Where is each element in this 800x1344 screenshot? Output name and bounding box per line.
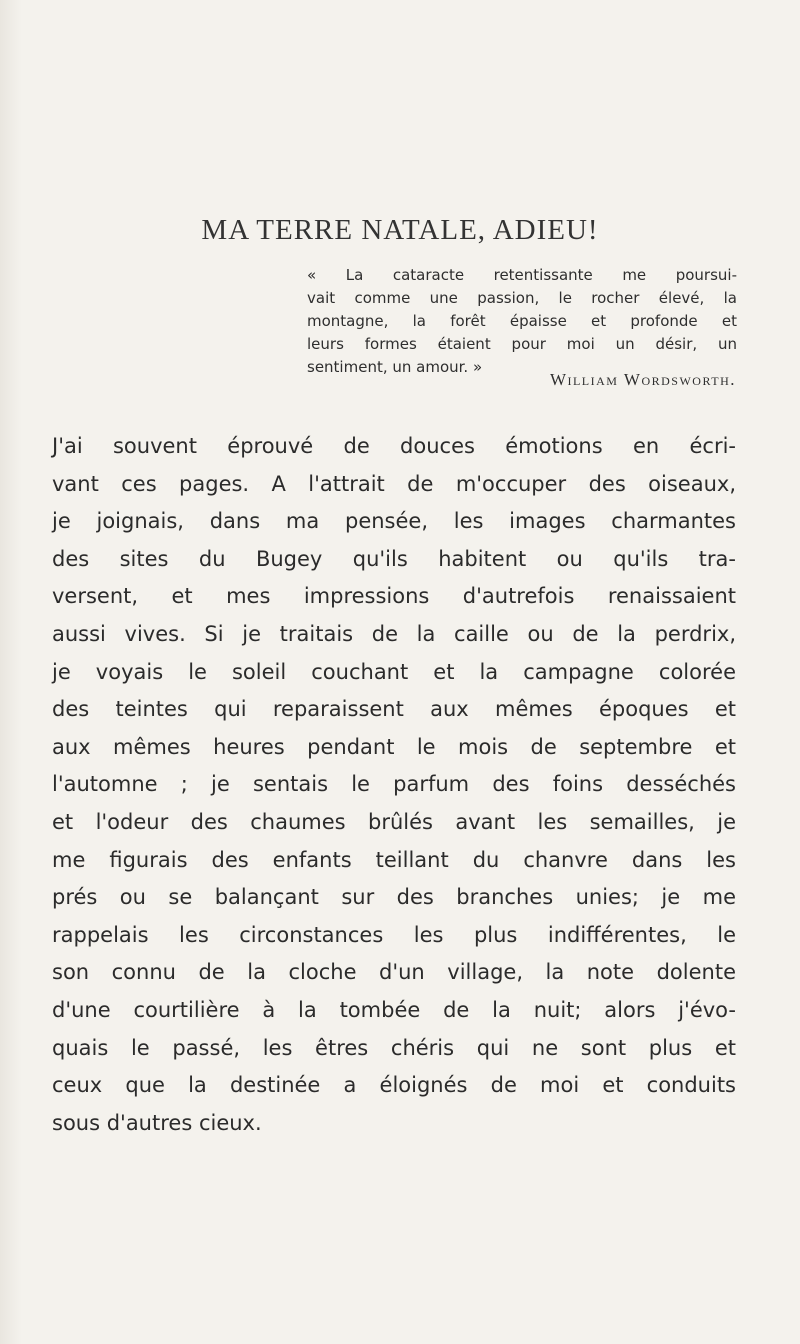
body-line: son connu de la cloche d'un village, la note dolente: [52, 960, 736, 985]
body-line: l'automne ; je sentais le parfum des foins desséchés: [52, 772, 736, 797]
body-line: des teintes qui reparaissent aux mêmes époques et: [52, 697, 736, 722]
epigraph-line: leurs formes étaient pour moi un désir, un: [307, 335, 737, 353]
body-line: J'ai souvent éprouvé de douces émotions en écri-: [52, 434, 736, 458]
body-line: me figurais des enfants teillant du chanvre dans les: [52, 847, 736, 872]
epigraph-attribution: William Wordsworth.: [549, 370, 736, 389]
body-line: rappelais les circonstances les plus indifférentes, le: [52, 922, 736, 947]
body-line: d'une courtilière à la tombée de la nuit; alors j'évo-: [52, 997, 736, 1022]
body-line: sous d'autres cieux.: [52, 1110, 262, 1135]
body-line: prés ou se balançant sur des branches unies; je me: [52, 885, 736, 910]
body-line: aux mêmes heures pendant le mois de septembre et: [52, 734, 736, 759]
body-line: et l'odeur des chaumes brûlés avant les semailles, je: [52, 809, 736, 834]
body-line: vant ces pages. A l'attrait de m'occuper des oiseaux,: [52, 471, 736, 496]
body-line: je joignais, dans ma pensée, les images charmantes: [52, 509, 736, 534]
epigraph-line: vait comme une passion, le rocher élevé, la: [307, 289, 737, 307]
epigraph-line: « La cataracte retentissante me poursui-: [307, 266, 737, 284]
body-paragraph: [52, 428, 736, 1142]
body-line: versent, et mes impressions d'autrefois renaissaient: [52, 584, 736, 609]
epigraph-line: sentiment, un amour. »: [307, 358, 483, 376]
page-edge-shadow: [0, 0, 22, 1344]
body-line: aussi vives. Si je traitais de la caille ou de la perdrix,: [52, 621, 736, 646]
body-line: quais le passé, les êtres chéris qui ne sont plus et: [52, 1035, 736, 1060]
epigraph-quote: [307, 264, 737, 379]
body-line: je voyais le soleil couchant et la campagne colorée: [52, 659, 736, 684]
epigraph-line: montagne, la forêt épaisse et profonde et: [307, 312, 737, 330]
chapter-title: MA TERRE NATALE, ADIEU!: [201, 214, 599, 246]
body-line: ceux que la destinée a éloignés de moi et conduits: [52, 1073, 736, 1098]
body-line: des sites du Bugey qu'ils habitent ou qu'ils tra-: [52, 546, 736, 571]
